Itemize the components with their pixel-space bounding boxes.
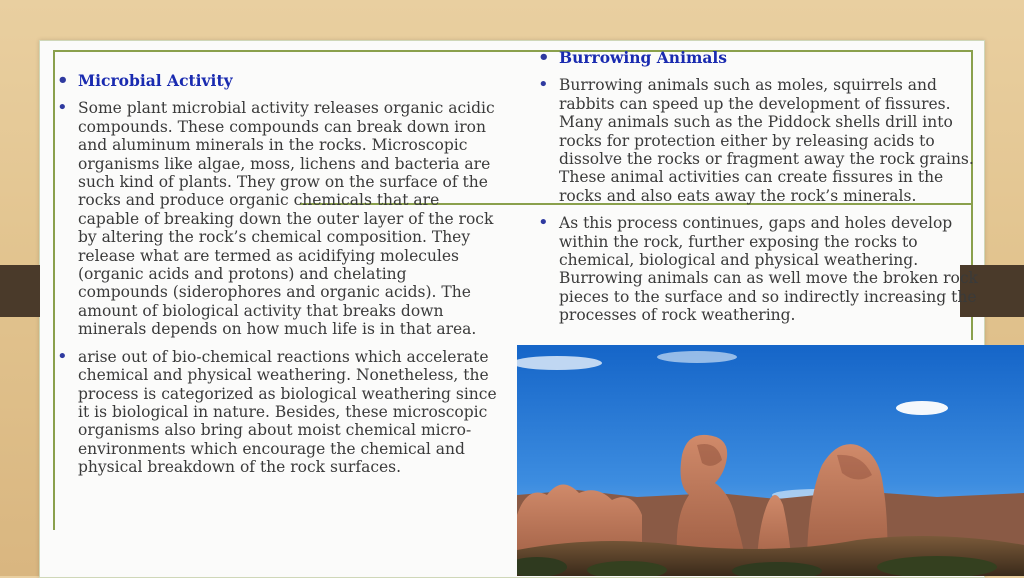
biochemical-reactions-paragraph: • arise out of bio-chemical reactions which accelerate chemical and physical weathering. Nonetheless, the process is categorized as biological weathering since it is biological in nature. Besides, these microscopic organisms also bring about moist chemical micro-environments which encourage the chemical and physical breakdown of the rock surfaces. <box>57 348 500 477</box>
left-side-tab <box>0 265 40 317</box>
process-continues-paragraph: • As this process continues, gaps and holes develop within the rock, further exposing the rocks to chemical, biological and physical weathering. Burrowing animals can as well move the broken rock pieces to the surface and so indirectly increasing the processes of rock weathering. <box>538 214 978 324</box>
weathered-rocks-photo <box>517 345 1024 576</box>
burrowing-animals-heading: • Burrowing Animals <box>538 49 978 67</box>
left-text-column <box>57 72 500 486</box>
right-text-column <box>538 49 978 334</box>
burrowing-animals-paragraph: • Burrowing animals such as moles, squirrels and rabbits can speed up the development of fissures. Many animals such as the Piddock shells drill into rocks for protection either by releasing acids to dissolve the rocks or fragment away the rock grains. These animal activities can create fissures in the rocks and also eats away the rock’s minerals. <box>538 76 978 205</box>
microbial-activity-paragraph: • Some plant microbial activity releases organic acidic compounds. These compounds can break down iron and aluminum minerals in the rocks. Microscopic organisms like algae, moss, lichens and bacteria are such kind of plants. They grow on the surface of the rocks and produce organic chemicals that are capable of breaking down the outer layer of the rock by altering the rock’s chemical composition. They release what are termed as acidifying molecules (organic acids and protons) and chelating compounds (siderophores and organic acids). The amount of biological activity that breaks down minerals depends on how much life is in that area. <box>57 99 500 338</box>
frame-left-line <box>53 50 55 530</box>
microbial-activity-heading: • Microbial Activity <box>57 72 500 90</box>
